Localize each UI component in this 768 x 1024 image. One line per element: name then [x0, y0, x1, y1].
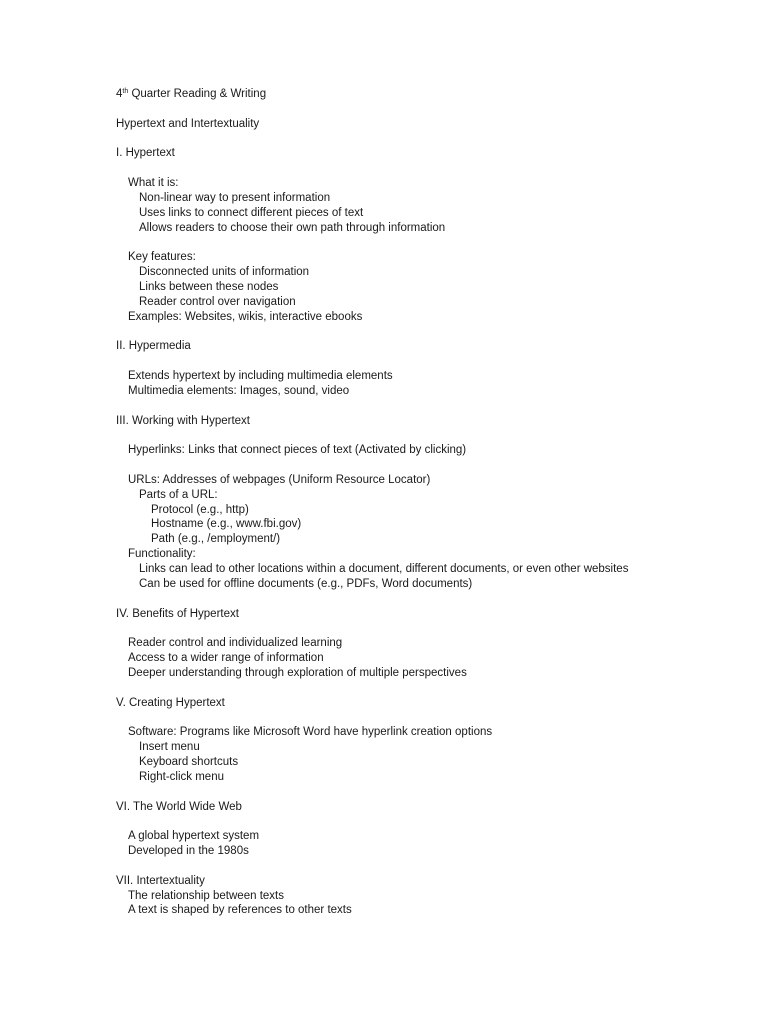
what-it-is-label: What it is: — [128, 177, 179, 190]
parts-of-url-label: Parts of a URL: — [139, 488, 218, 501]
list-item: Multimedia elements: Images, sound, video — [128, 384, 350, 397]
list-item: Links between these nodes — [139, 280, 279, 293]
list-item: Disconnected units of information — [139, 266, 310, 279]
list-item: Reader control over navigation — [139, 295, 296, 308]
examples-line: Examples: Websites, wikis, interactive ebooks — [128, 310, 363, 323]
list-item: Hostname (e.g., www.fbi.gov) — [151, 518, 302, 531]
section-heading-intertextuality: VII. Intertextuality — [116, 874, 205, 887]
section-heading-hypertext: I. Hypertext — [116, 147, 175, 160]
list-item: A global hypertext system — [128, 830, 260, 843]
key-features-label: Key features: — [128, 251, 196, 264]
list-item: Protocol (e.g., http) — [151, 503, 249, 516]
software-line: Software: Programs like Microsoft Word have hyperlink creation options — [128, 726, 493, 739]
section-heading-creating-hypertext: V. Creating Hypertext — [116, 696, 225, 709]
list-item: Extends hypertext by including multimedia elements — [128, 370, 393, 383]
section-heading-working-with-hypertext: III. Working with Hypertext — [116, 414, 250, 427]
list-item: Deeper understanding through exploration of multiple perspectives — [128, 666, 467, 679]
list-item: Can be used for offline documents (e.g., PDFs, Word documents) — [139, 577, 473, 590]
list-item: Reader control and individualized learning — [128, 637, 343, 650]
list-item: Uses links to connect different pieces of text — [139, 206, 364, 219]
list-item: Links can lead to other locations within a document, different documents, or even other websites — [139, 563, 629, 575]
list-item: Keyboard shortcuts — [139, 755, 239, 768]
list-item: Non-linear way to present information — [139, 191, 331, 204]
section-heading-benefits: IV. Benefits of Hypertext — [116, 607, 239, 620]
list-item: Insert menu — [139, 741, 200, 754]
document-subtitle: Hypertext and Intertextuality — [116, 117, 260, 130]
section-heading-hypermedia: II. Hypermedia — [116, 340, 191, 353]
urls-line: URLs: Addresses of webpages (Uniform Resource Locator) — [128, 473, 431, 486]
list-item: Right-click menu — [139, 770, 224, 783]
document-title: 4th Quarter Reading & Writing — [116, 88, 267, 100]
list-item: The relationship between texts — [128, 889, 284, 902]
list-item: A text is shaped by references to other texts — [128, 904, 352, 917]
section-heading-world-wide-web: VI. The World Wide Web — [116, 800, 242, 813]
list-item: Allows readers to choose their own path through information — [139, 221, 446, 234]
document-body — [116, 87, 736, 918]
list-item: Path (e.g., /employment/) — [151, 533, 281, 546]
functionality-label: Functionality: — [128, 548, 196, 561]
list-item: Access to a wider range of information — [128, 652, 324, 665]
hyperlinks-line: Hyperlinks: Links that connect pieces of text (Activated by clicking) — [128, 444, 467, 457]
list-item: Developed in the 1980s — [128, 845, 249, 858]
